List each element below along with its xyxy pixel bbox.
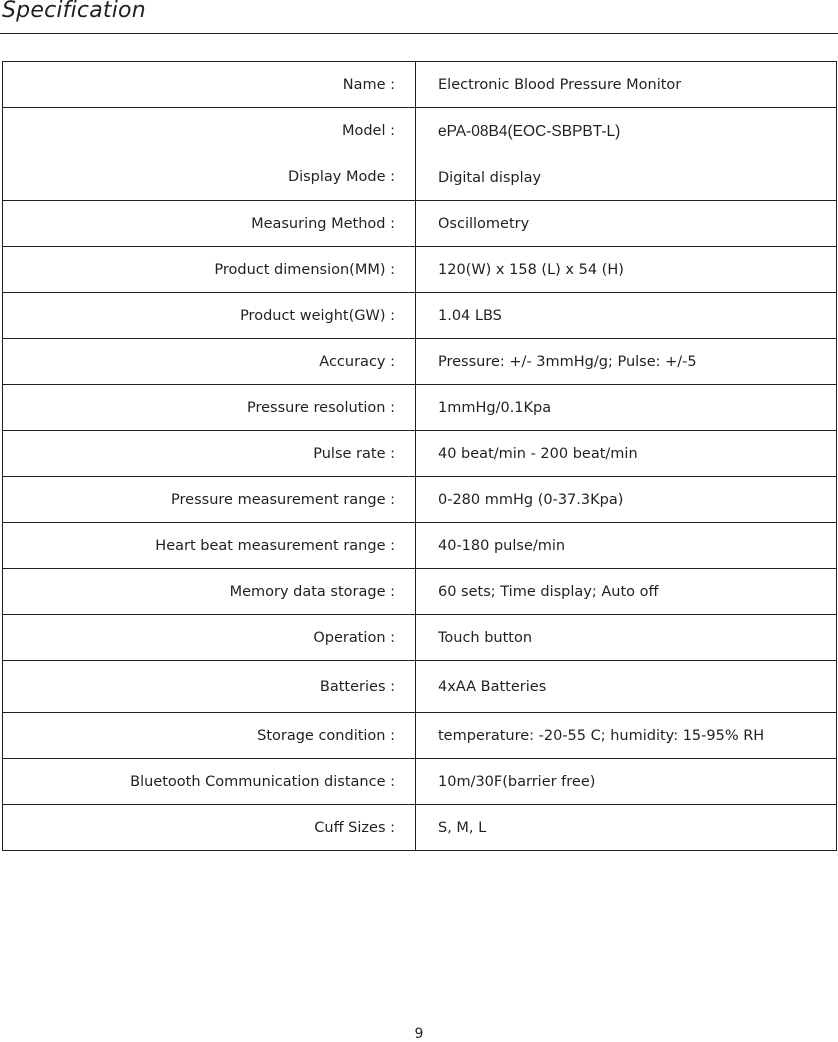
table-row: [3, 759, 837, 805]
spec-label: Cuff Sizes :: [3, 805, 416, 851]
table-row: [3, 201, 837, 247]
table-row: [3, 385, 837, 431]
spec-value: 1mmHg/0.1Kpa: [416, 385, 837, 431]
spec-value: Touch button: [416, 615, 837, 661]
spec-label: Storage condition :: [3, 713, 416, 759]
spec-value: Digital display: [438, 169, 542, 186]
spec-value: 1.04 LBS: [416, 293, 837, 339]
spec-value: Electronic Blood Pressure Monitor: [416, 62, 837, 108]
table-row: [3, 339, 837, 385]
table-row: [3, 431, 837, 477]
spec-value: 4xAA Batteries: [416, 661, 837, 713]
specification-table: [2, 61, 837, 851]
spec-value: 0-280 mmHg (0-37.3Kpa): [416, 477, 837, 523]
spec-label: Operation :: [3, 615, 416, 661]
spec-value: 120(W) x 158 (L) x 54 (H): [416, 247, 837, 293]
table-row: [3, 247, 837, 293]
spec-label: Display Mode :: [287, 169, 395, 185]
spec-value: temperature: -20-55 C; humidity: 15-95% RH: [416, 713, 837, 759]
spec-label: Model :: [341, 123, 395, 139]
spec-value: 60 sets; Time display; Auto off: [416, 569, 837, 615]
spec-value: Pressure: +/- 3mmHg/g; Pulse: +/-5: [416, 339, 837, 385]
spec-label: Batteries :: [3, 661, 416, 713]
spec-label: Heart beat measurement range :: [3, 523, 416, 569]
spec-label: Bluetooth Communication distance :: [3, 759, 416, 805]
spec-value: Oscillometry: [416, 201, 837, 247]
spec-value: S, M, L: [416, 805, 837, 851]
table-row: [3, 293, 837, 339]
spec-label: Measuring Method :: [3, 201, 416, 247]
spec-value: 10m/30F(barrier free): [416, 759, 837, 805]
spec-value: 40 beat/min - 200 beat/min: [416, 431, 837, 477]
spec-label: Name :: [3, 62, 416, 108]
table-row: [3, 569, 837, 615]
table-row: [3, 523, 837, 569]
spec-label: Pressure resolution :: [3, 385, 416, 431]
table-row: [3, 713, 837, 759]
spec-label: Memory data storage :: [3, 569, 416, 615]
spec-label: Pressure measurement range :: [3, 477, 416, 523]
table-row: [3, 615, 837, 661]
title-divider: [0, 33, 838, 34]
table-row: [3, 805, 837, 851]
spec-label: Product weight(GW) :: [3, 293, 416, 339]
page-title: Specification: [2, 0, 146, 23]
spec-label: Pulse rate :: [3, 431, 416, 477]
spec-value: 40-180 pulse/min: [416, 523, 837, 569]
table-row: [3, 661, 837, 713]
spec-label: Product dimension(MM) :: [3, 247, 416, 293]
table-row: [3, 477, 837, 523]
spec-value: ePA-08B4(EOC-SBPBT-L): [438, 122, 621, 140]
page-number: 9: [414, 1026, 424, 1042]
table-row: [3, 108, 837, 201]
table-row: [3, 62, 837, 108]
spec-label: Accuracy :: [3, 339, 416, 385]
